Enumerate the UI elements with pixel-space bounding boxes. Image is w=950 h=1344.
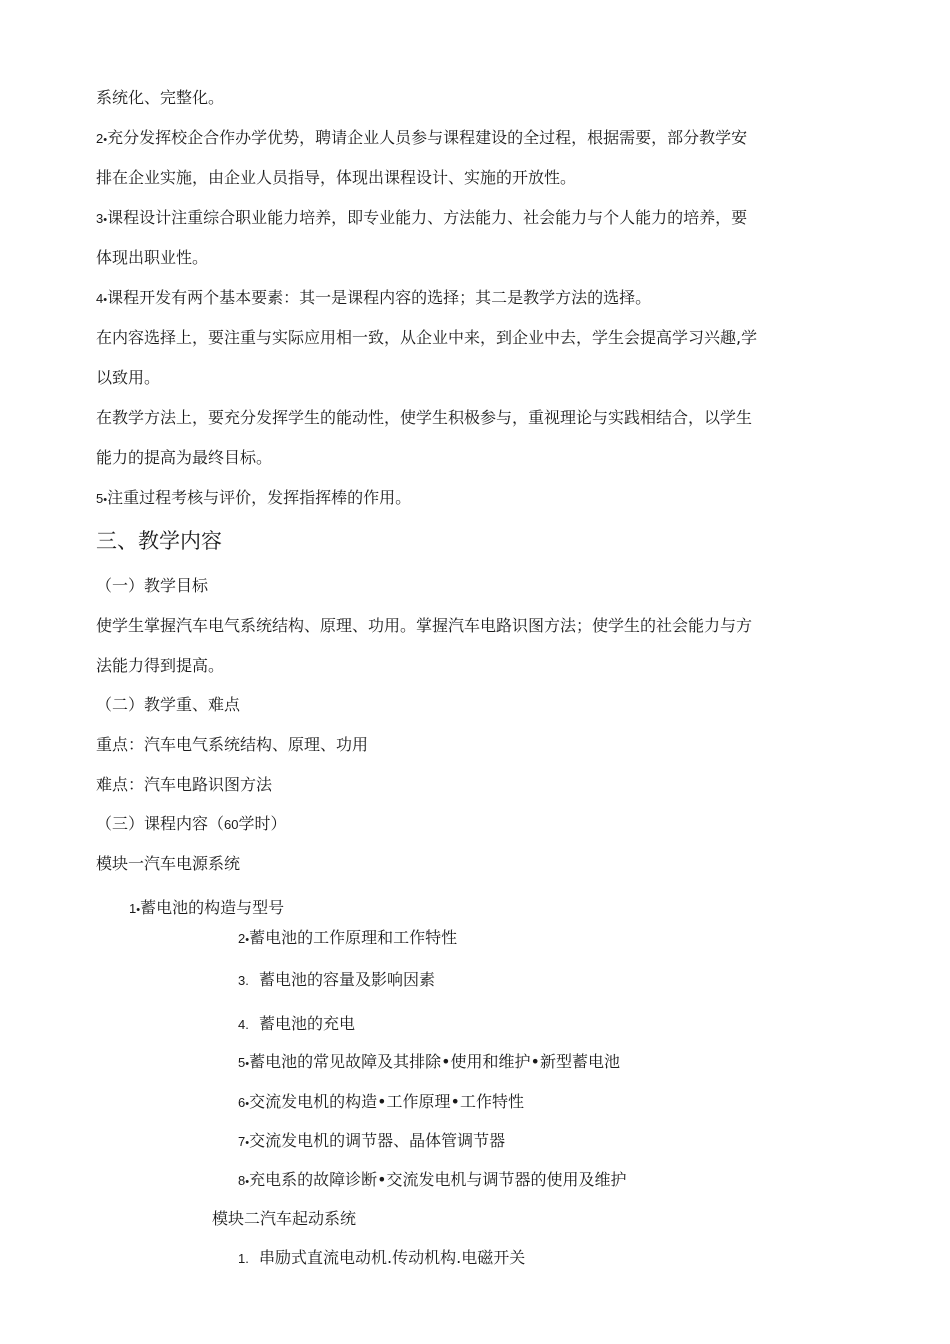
list-number: 8 xyxy=(238,1173,246,1188)
bullet-dot: • xyxy=(103,494,108,506)
bullet-dot: • xyxy=(245,934,250,946)
list-text: 蓄电池的容量及影响因素 xyxy=(259,970,436,989)
list-item-3-continuation: 体现出职业性。 xyxy=(96,248,209,267)
module-2-title: 模块二汽车起动系统 xyxy=(212,1209,357,1228)
module-1-item xyxy=(129,898,284,920)
module-1-item xyxy=(238,1052,620,1074)
content-title-pre: （三）课程内容（ xyxy=(96,814,225,833)
list-number: 4. xyxy=(238,1017,249,1032)
list-number: 5 xyxy=(96,491,104,506)
list-item-5 xyxy=(96,488,411,510)
bullet-dot: • xyxy=(245,1176,250,1188)
list-text: 交流发电机的构造•工作原理•工作特性 xyxy=(249,1092,524,1111)
module-1-item xyxy=(238,1131,505,1153)
list-item-2-continuation: 排在企业实施，由企业人员指导，体现出课程设计、实施的开放性。 xyxy=(96,168,577,187)
bullet-dot: • xyxy=(245,1058,250,1070)
module-1-item xyxy=(238,970,435,991)
list-text: 蓄电池的构造与型号 xyxy=(140,898,285,917)
subsection-title-content xyxy=(96,814,287,835)
list-number: 1 xyxy=(129,901,137,916)
goals-text: 使学生掌握汽车电气系统结构、原理、功用。掌握汽车电路识图方法；使学生的社会能力与方 xyxy=(96,616,753,635)
paragraph-content-selection: 在内容选择上，要注重与实际应用相一致，从企业中来，到企业中去，学生会提高学习兴趣,学 xyxy=(96,328,758,347)
list-number: 2 xyxy=(96,131,104,146)
paragraph-teaching-method: 在教学方法上，要充分发挥学生的能动性，使学生积极参与，重视理论与实践相结合，以学生 xyxy=(96,408,753,427)
module-1-item xyxy=(238,1170,627,1192)
module-1-item xyxy=(238,1014,355,1035)
module-2-item xyxy=(238,1248,525,1269)
goals-text-continuation: 法能力得到提高。 xyxy=(96,656,225,675)
bullet-dot: • xyxy=(245,1098,250,1110)
list-text: 充分发挥校企合作办学优势，聘请企业人员参与课程建设的全过程，根据需要，部分教学安 xyxy=(107,128,748,147)
module-1-title: 模块一汽车电源系统 xyxy=(96,854,241,873)
list-number: 3. xyxy=(238,973,249,988)
paragraph-continuation: 系统化、完整化。 xyxy=(96,88,225,107)
list-text: 蓄电池的常见故障及其排除•使用和维护•新型蓄电池 xyxy=(249,1052,620,1071)
content-title-post: 学时） xyxy=(238,814,287,833)
module-1-item xyxy=(238,928,457,950)
list-text: 交流发电机的调节器、晶体管调节器 xyxy=(249,1131,506,1150)
list-number: 1. xyxy=(238,1251,249,1266)
list-number: 7 xyxy=(238,1134,246,1149)
list-text: 充电系的故障诊断•交流发电机与调节器的使用及维护 xyxy=(249,1170,627,1189)
paragraph-teaching-method-continuation: 能力的提高为最终目标。 xyxy=(96,448,273,467)
bullet-dot: • xyxy=(103,294,108,306)
module-1-item xyxy=(238,1092,524,1114)
difficult-point: 难点：汽车电路识图方法 xyxy=(96,775,273,794)
section-heading: 三、教学内容 xyxy=(96,529,222,553)
paragraph-content-selection-continuation: 以致用。 xyxy=(96,368,161,387)
list-number: 3 xyxy=(96,211,104,226)
list-text: 注重过程考核与评价，发挥指挥棒的作用。 xyxy=(107,488,412,507)
bullet-dot: • xyxy=(103,214,108,226)
subsection-title-key-points: （二）教学重、难点 xyxy=(96,695,241,714)
list-item-3 xyxy=(96,208,747,230)
bullet-dot: • xyxy=(245,1137,250,1149)
list-number: 5 xyxy=(238,1055,246,1070)
bullet-dot: • xyxy=(136,904,141,916)
list-text: 课程开发有两个基本要素：其一是课程内容的选择；其二是教学方法的选择。 xyxy=(107,288,652,307)
list-item-2 xyxy=(96,128,747,150)
content-hours: 60 xyxy=(224,817,239,832)
subsection-title-goals: （一）教学目标 xyxy=(96,576,209,595)
list-text: 课程设计注重综合职业能力培养，即专业能力、方法能力、社会能力与个人能力的培养，要 xyxy=(107,208,748,227)
list-number: 4 xyxy=(96,291,104,306)
list-number: 2 xyxy=(238,931,246,946)
list-text: 串励式直流电动机.传动机构.电磁开关 xyxy=(259,1248,526,1267)
list-text: 蓄电池的工作原理和工作特性 xyxy=(249,928,458,947)
list-number: 6 xyxy=(238,1095,246,1110)
key-point: 重点：汽车电气系统结构、原理、功用 xyxy=(96,735,369,754)
bullet-dot: • xyxy=(103,134,108,146)
list-item-4 xyxy=(96,288,651,310)
list-text: 蓄电池的充电 xyxy=(259,1014,356,1033)
